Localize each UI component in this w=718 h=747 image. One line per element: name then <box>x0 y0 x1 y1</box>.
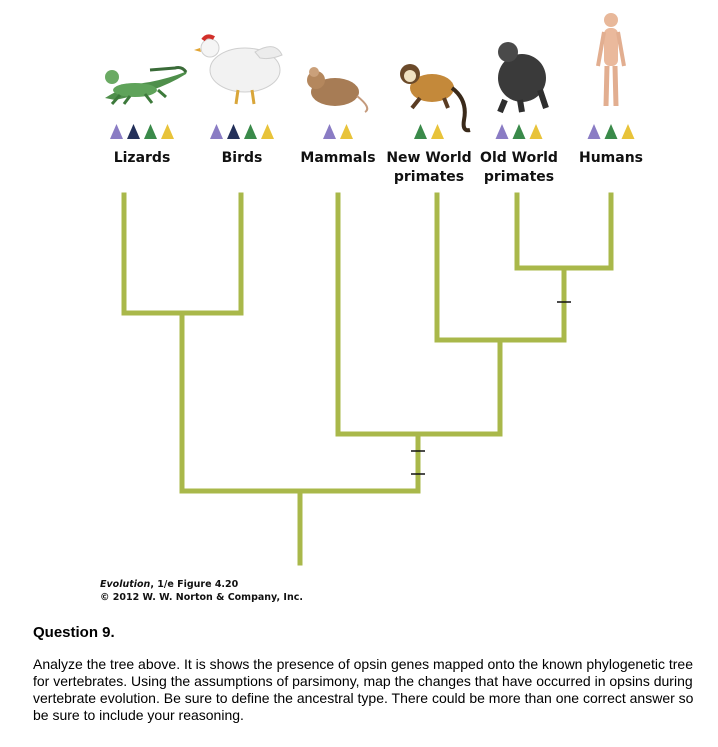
nw-primate-illustration <box>400 64 470 130</box>
question-text: Analyze the tree above. It is shows the presence of opsin genes mapped onto the known phylogenetic tree for vertebrates. Using the assumptions of parsimony, map the changes that have occurred in opsins during vertebrate evolution. Be sure to define the ancestral type. There could be more than one correct answer so be sure to include your reasoning. <box>33 656 694 723</box>
branch-old-world-humans <box>517 195 611 268</box>
opsin-triangle-lizards-green <box>144 124 157 139</box>
label-ow-primates-line2: primates <box>483 169 555 185</box>
opsin-triangle-birds-navy <box>227 124 240 139</box>
opsin-triangle-humans-violet <box>588 124 601 139</box>
opsin-triangle-birds-violet <box>210 124 223 139</box>
lizard-illustration <box>105 68 187 105</box>
opsin-triangles <box>110 124 635 139</box>
opsin-triangle-mammals-violet <box>323 124 336 139</box>
question-title: Question 9. <box>33 624 115 641</box>
caption-copyright: © 2012 W. W. Norton & Company, Inc. <box>100 592 303 603</box>
bird-illustration <box>194 36 282 104</box>
label-humans: Humans <box>578 150 644 166</box>
opsin-triangle-humans-green <box>605 124 618 139</box>
opsin-triangle-mammals-yellow <box>340 124 353 139</box>
opsin-triangle-ow-primates-yellow <box>530 124 543 139</box>
label-lizards: Lizards <box>113 150 171 166</box>
opsin-triangle-birds-yellow <box>261 124 274 139</box>
label-birds: Birds <box>221 150 263 166</box>
opsin-triangle-nw-primates-yellow <box>431 124 444 139</box>
label-mammals: Mammals <box>300 150 376 166</box>
opsin-triangle-lizards-violet <box>110 124 123 139</box>
human-illustration <box>598 13 624 106</box>
opsin-triangle-lizards-navy <box>127 124 140 139</box>
caption-book: Evolution <box>100 579 151 590</box>
opsin-triangle-ow-primates-violet <box>496 124 509 139</box>
opsin-triangle-humans-yellow <box>622 124 635 139</box>
branch-vertebrates <box>182 313 418 491</box>
opsin-triangle-birds-green <box>244 124 257 139</box>
figure-caption <box>100 578 303 604</box>
mouse-illustration <box>307 67 367 112</box>
branch-mammals-primates <box>338 195 500 434</box>
caption-edition: , 1/e Figure 4.20 <box>150 579 239 590</box>
branch-lizards-birds <box>124 195 241 313</box>
label-nw-primates-line1: New World <box>386 150 472 166</box>
label-nw-primates-line2: primates <box>393 169 465 185</box>
opsin-triangle-nw-primates-green <box>414 124 427 139</box>
label-ow-primates-line1: Old World <box>480 150 558 166</box>
opsin-triangle-ow-primates-green <box>513 124 526 139</box>
ow-primate-illustration <box>498 42 546 112</box>
opsin-triangle-lizards-yellow <box>161 124 174 139</box>
